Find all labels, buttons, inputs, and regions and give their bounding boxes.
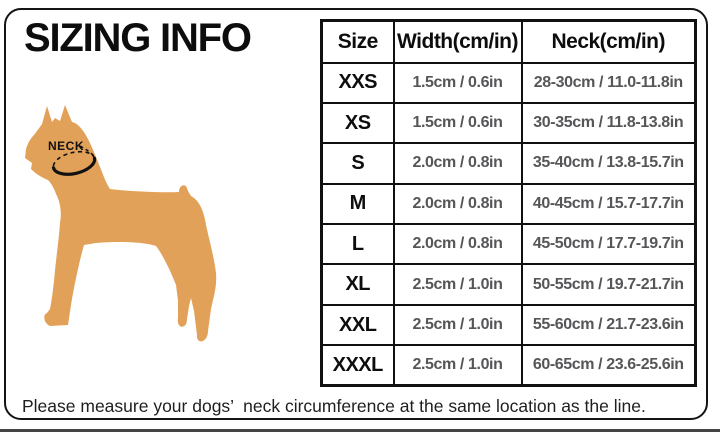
neck-cell: 45-50cm / 17.7-19.7in: [522, 224, 696, 264]
table-row: [322, 143, 696, 183]
neck-cell: 35-40cm / 13.8-15.7in: [522, 143, 696, 183]
size-cell: XXL: [322, 305, 394, 345]
neck-cell: 40-45cm / 15.7-17.7in: [522, 184, 696, 224]
width-cell: 2.5cm / 1.0in: [394, 264, 522, 304]
width-cell: 2.0cm / 0.8in: [394, 224, 522, 264]
dog-illustration: [10, 95, 240, 375]
table-row: [322, 63, 696, 103]
neck-label: NECK: [48, 139, 85, 153]
size-cell: XL: [322, 264, 394, 304]
width-cell: 1.5cm / 0.6in: [394, 103, 522, 143]
dog-silhouette-svg: [10, 95, 240, 375]
width-cell: 2.0cm / 0.8in: [394, 184, 522, 224]
table-row: [322, 345, 696, 385]
size-cell: XXXL: [322, 345, 394, 385]
neck-cell: 28-30cm / 11.0-11.8in: [522, 63, 696, 103]
table-row: [322, 103, 696, 143]
table-row: [322, 184, 696, 224]
page-title: SIZING INFO: [24, 16, 251, 60]
width-cell: 2.5cm / 1.0in: [394, 305, 522, 345]
col-header-size: Size: [322, 21, 394, 63]
size-cell: L: [322, 224, 394, 264]
measurement-instruction: Please measure your dogs’ neck circumference at the same location as the line.: [22, 396, 646, 416]
table-row: [322, 264, 696, 304]
col-header-width: Width(cm/in): [394, 21, 522, 63]
neck-cell: 60-65cm / 23.6-25.6in: [522, 345, 696, 385]
neck-cell: 55-60cm / 21.7-23.6in: [522, 305, 696, 345]
table-header-row: [322, 21, 696, 63]
size-cell: M: [322, 184, 394, 224]
neck-cell: 50-55cm / 19.7-21.7in: [522, 264, 696, 304]
sizing-table: [320, 19, 697, 387]
width-cell: 2.0cm / 0.8in: [394, 143, 522, 183]
width-cell: 1.5cm / 0.6in: [394, 63, 522, 103]
col-header-neck: Neck(cm/in): [522, 21, 696, 63]
table-row: [322, 305, 696, 345]
neck-cell: 30-35cm / 11.8-13.8in: [522, 103, 696, 143]
size-cell: XS: [322, 103, 394, 143]
size-cell: S: [322, 143, 394, 183]
width-cell: 2.5cm / 1.0in: [394, 345, 522, 385]
table-row: [322, 224, 696, 264]
size-cell: XXS: [322, 63, 394, 103]
